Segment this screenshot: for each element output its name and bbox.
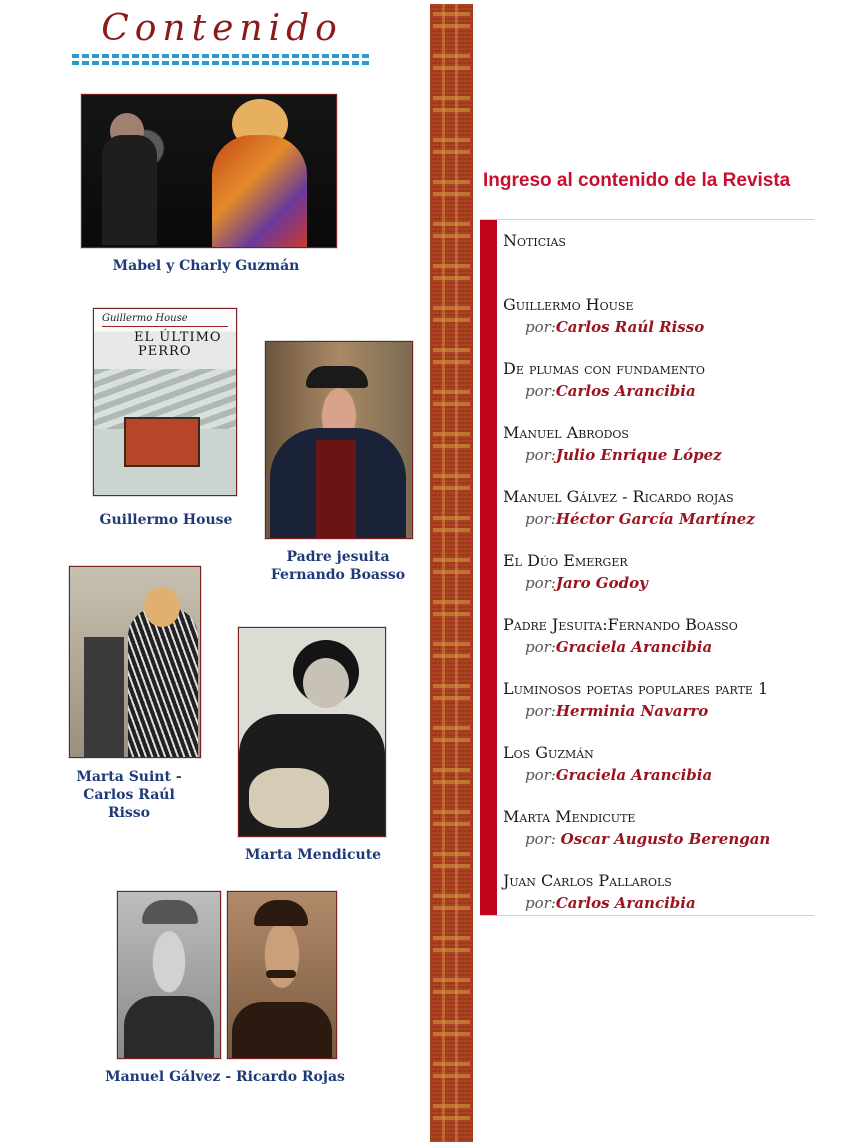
caption-guillermo-house: Guillermo House <box>99 512 233 528</box>
byline-author: Carlos Arancibia <box>555 894 696 912</box>
caption-fernando-boasso: Padre jesuita Fernando Boasso <box>270 549 406 583</box>
contents-heading <box>72 6 372 52</box>
byline-prefix: por: <box>525 702 556 720</box>
book-author-text: Guillermo House <box>102 313 188 324</box>
byline-author: Héctor García Martínez <box>555 510 755 528</box>
toc-item[interactable] <box>503 424 770 488</box>
byline-author: Herminia Navarro <box>555 702 709 720</box>
toc-item[interactable] <box>503 744 770 808</box>
byline-author: Oscar Augusto Berengan <box>560 830 771 848</box>
byline-author: Carlos Arancibia <box>555 382 696 400</box>
toc-item-title-link[interactable]: El Dúo Emerger <box>503 551 628 570</box>
caption-marta-mendicute: Marta Mendicute <box>244 847 382 863</box>
toc-item[interactable] <box>503 488 770 552</box>
toc-item-title-link[interactable]: Marta Mendicute <box>503 807 636 826</box>
toc-item-byline <box>525 510 770 528</box>
byline-prefix: por: <box>525 318 556 336</box>
byline-prefix: por: <box>525 382 556 400</box>
byline-author: Graciela Arancibia <box>555 638 713 656</box>
byline-prefix: por: <box>525 894 556 912</box>
toc-item-byline <box>525 702 770 720</box>
byline-author: Jaro Godoy <box>555 574 648 592</box>
toc-item-byline <box>525 382 770 400</box>
toc-item-title-link[interactable]: Juan Carlos Pallarols <box>503 871 672 890</box>
photo-fernando-boasso[interactable] <box>265 341 413 539</box>
byline-prefix: por: <box>525 766 556 784</box>
toc-item[interactable] <box>503 680 770 744</box>
toc-title: Ingreso al contenido de la Revista <box>483 170 791 191</box>
photo-marta-mendicute[interactable] <box>238 627 386 837</box>
toc-item[interactable] <box>503 360 770 424</box>
toc-item-byline <box>525 574 770 592</box>
toc-list <box>503 232 770 936</box>
toc-item[interactable] <box>503 616 770 680</box>
toc-item-byline <box>525 830 770 848</box>
caption-marta-suint-carlos-risso: Marta Suint - Carlos Raúl Risso <box>76 769 182 821</box>
woven-band-divider <box>430 4 473 1142</box>
toc-item-title-link[interactable]: Padre Jesuita:Fernando Boasso <box>503 615 738 634</box>
toc-item-title-link[interactable]: Noticias <box>503 231 566 250</box>
photo-mabel-charly[interactable] <box>81 94 337 248</box>
book-title-text: EL ÚLTIMO PERRO <box>134 330 222 359</box>
byline-prefix: por: <box>525 510 556 528</box>
byline-author: Graciela Arancibia <box>555 766 713 784</box>
photo-manuel-galvez[interactable] <box>117 891 221 1059</box>
byline-author: Carlos Raúl Risso <box>555 318 705 336</box>
byline-prefix: por: <box>525 574 556 592</box>
dashed-divider <box>72 54 372 65</box>
toc-item-title-link[interactable]: Guillermo House <box>503 295 634 314</box>
byline-prefix: por: <box>525 830 561 848</box>
toc-item-title-link[interactable]: De plumas con fundamento <box>503 359 705 378</box>
byline-prefix: por: <box>525 638 556 656</box>
byline-author: Julio Enrique López <box>555 446 722 464</box>
toc-item[interactable] <box>503 808 770 872</box>
toc-item[interactable] <box>503 296 770 360</box>
toc-item[interactable] <box>503 552 770 616</box>
toc-item-byline <box>525 446 770 464</box>
caption-mabel-charly: Mabel y Charly Guzmán <box>112 258 300 274</box>
photo-marta-suint-carlos-risso[interactable] <box>69 566 201 758</box>
byline-prefix: por: <box>525 446 556 464</box>
toc-item-byline <box>525 318 770 336</box>
toc-accent-bar <box>480 220 497 915</box>
page-title: Contenido <box>101 8 343 49</box>
toc-item-title-link[interactable]: Manuel Abrodos <box>503 423 629 442</box>
toc-item-byline <box>525 638 770 656</box>
photo-ricardo-rojas[interactable] <box>227 891 337 1059</box>
toc-item-title-link[interactable]: Manuel Gálvez - Ricardo rojas <box>503 487 734 506</box>
photo-book-cover[interactable] <box>93 308 237 496</box>
toc-item-title-link[interactable]: Luminosos poetas populares parte 1 <box>503 679 769 698</box>
toc-item[interactable] <box>503 232 770 296</box>
toc-item[interactable] <box>503 872 770 936</box>
caption-galvez-rojas: Manuel Gálvez - Ricardo Rojas <box>105 1069 345 1085</box>
toc-item-title-link[interactable]: Los Guzmán <box>503 743 594 762</box>
toc-panel <box>480 219 814 916</box>
toc-item-byline <box>525 894 770 912</box>
toc-item-byline <box>525 766 770 784</box>
